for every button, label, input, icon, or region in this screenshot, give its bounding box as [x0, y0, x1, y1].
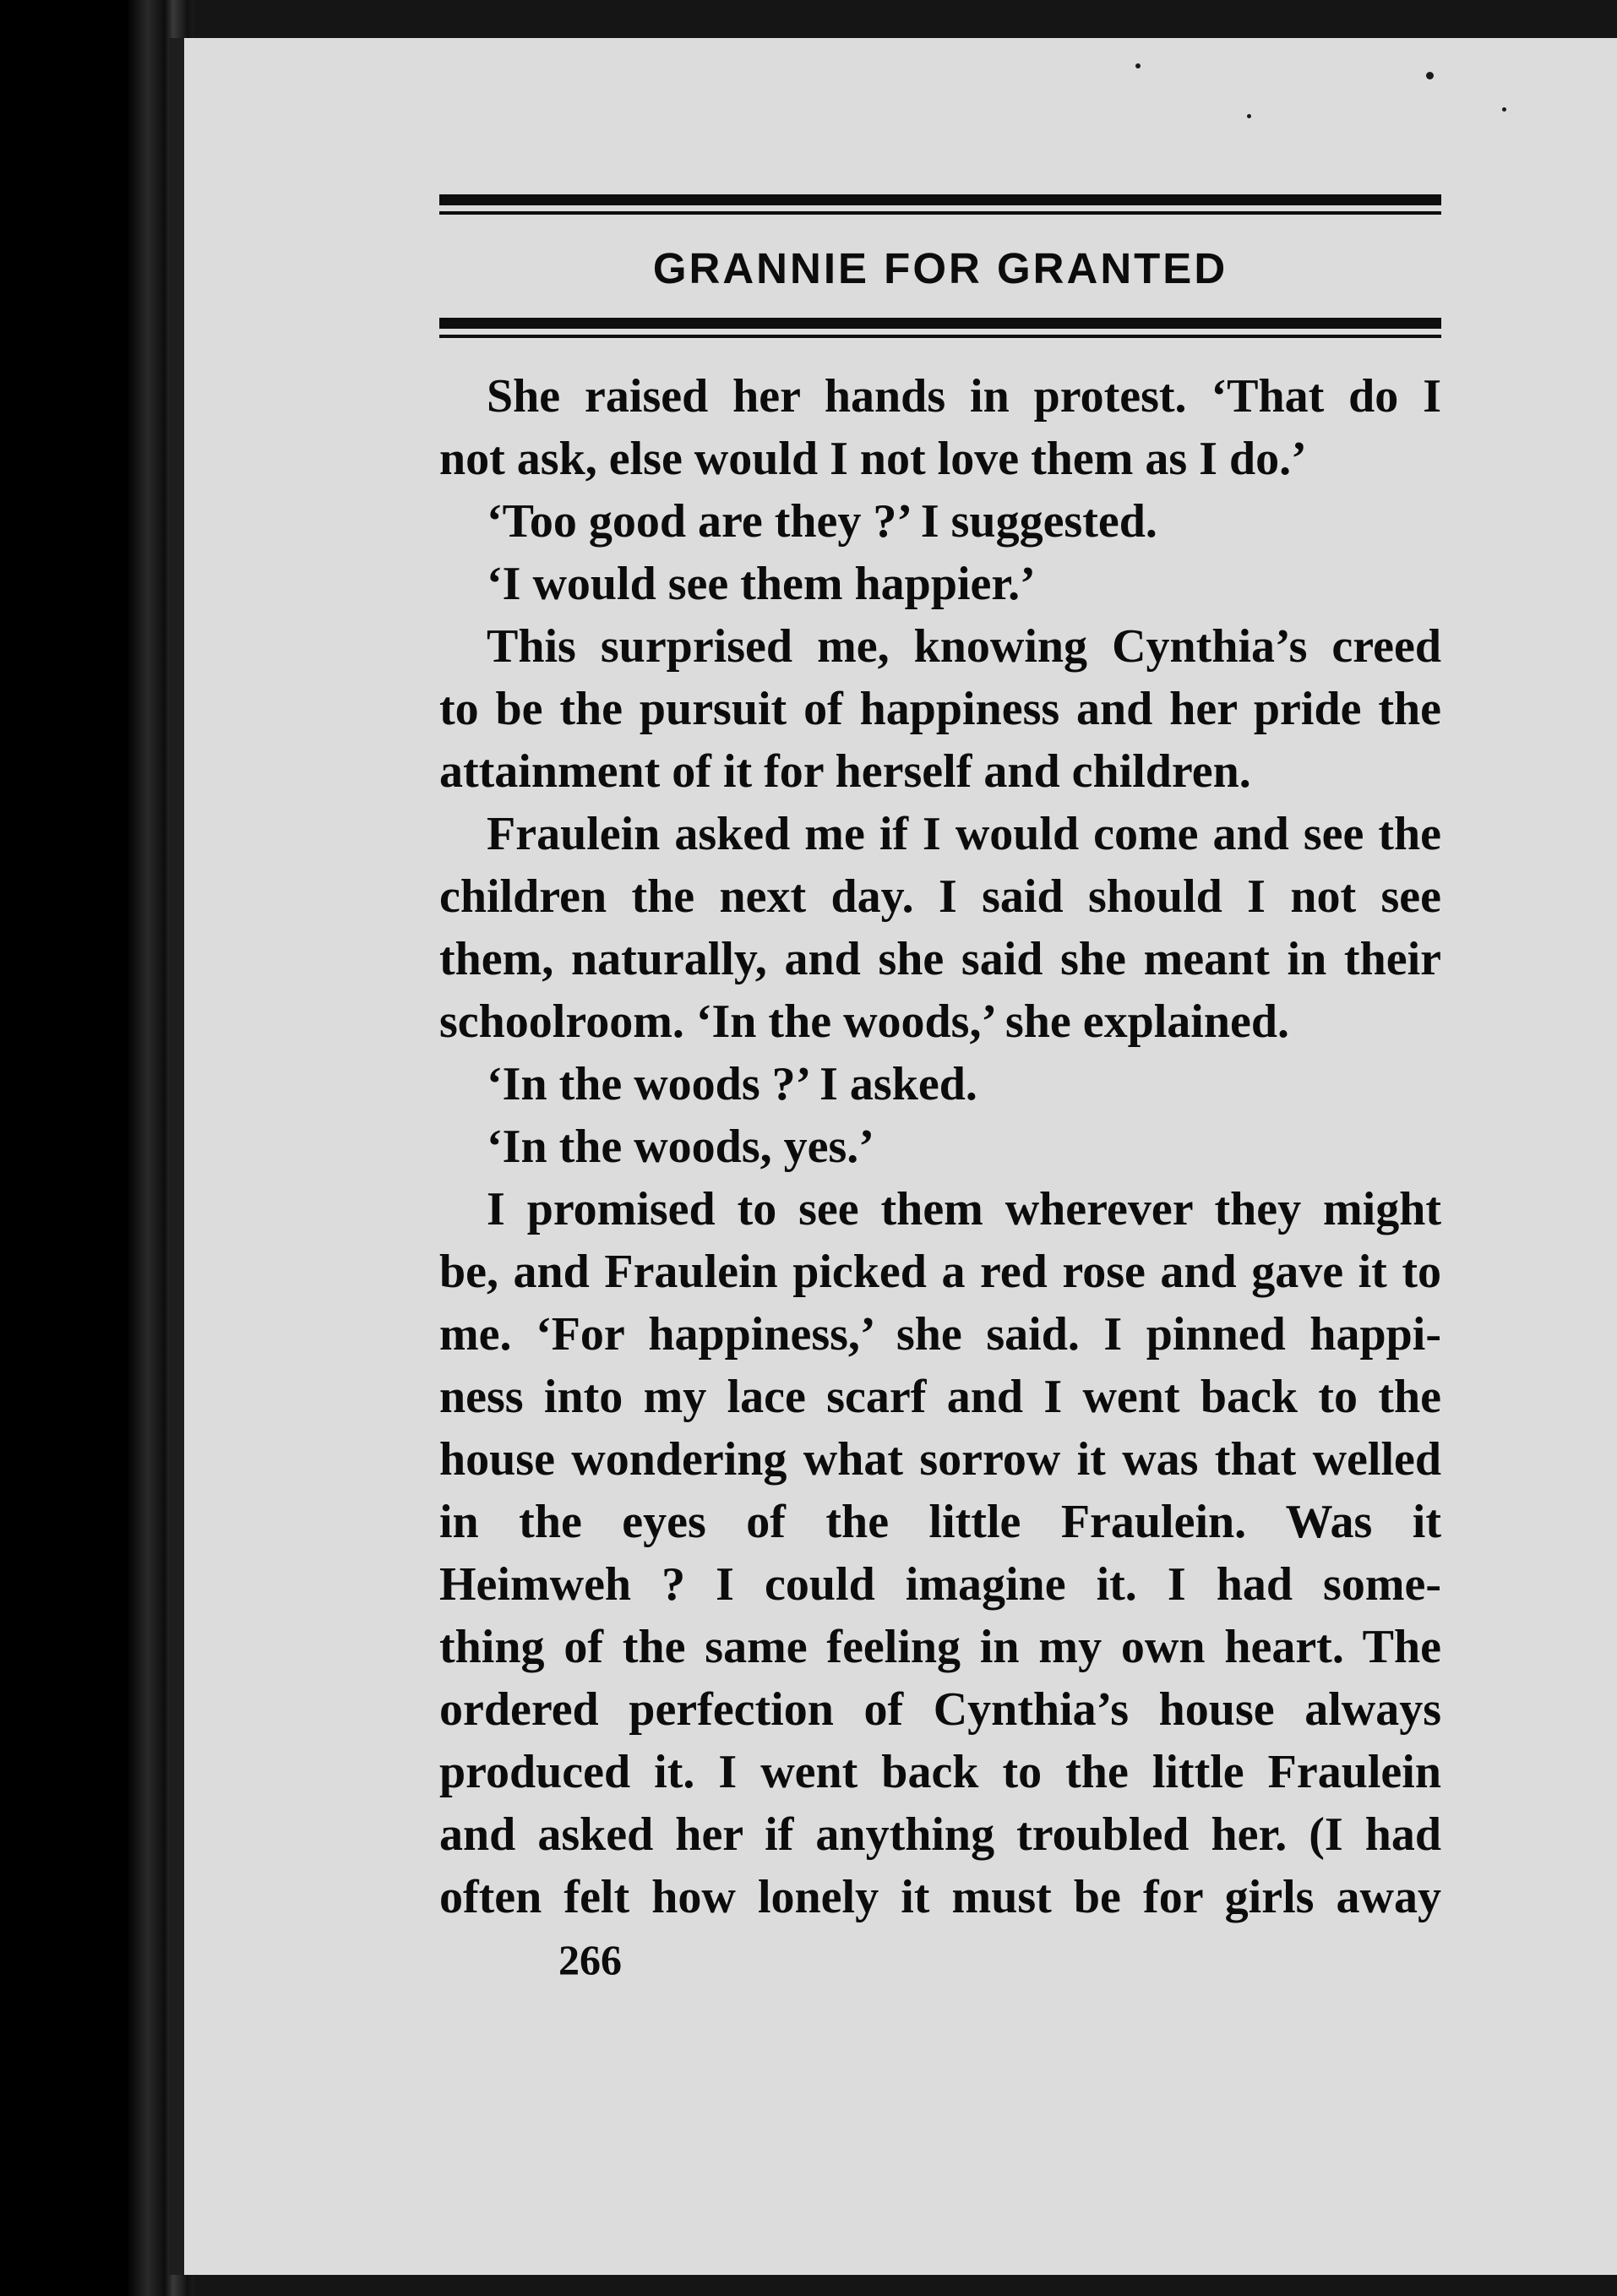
book-binding-edge: [0, 0, 194, 2296]
text-line: to be the pursuit of happiness and her pride the: [439, 683, 1441, 735]
text-line: ness into my lace scarf and I went back to the: [439, 1371, 1441, 1423]
print-speck: [1426, 72, 1434, 79]
text-line: in the eyes of the little Fraulein. Was it: [439, 1496, 1441, 1548]
text-line: often felt how lonely it must be for girls away: [439, 1871, 1441, 1923]
text-line: This surprised me, knowing Cynthia’s creed: [487, 620, 1441, 673]
running-head: GRANNIE FOR GRANTED: [652, 244, 1228, 292]
text-line: ‘I would see them happier.’: [487, 558, 1036, 610]
text-line: Heimweh ? I could imagine it. I had some-: [439, 1558, 1441, 1611]
text-line: ‘Too good are they ?’ I suggested.: [487, 495, 1157, 548]
print-speck: [1502, 107, 1506, 112]
text-line: I promised to see them wherever they might: [487, 1183, 1441, 1235]
print-speck: [1135, 63, 1141, 68]
text-line: attainment of it for herself and children.: [439, 745, 1251, 798]
text-line: be, and Fraulein picked a red rose and gave it to: [439, 1246, 1441, 1298]
text-line: them, naturally, and she said she meant in their: [439, 933, 1441, 985]
text-line: and asked her if anything troubled her. (I had: [439, 1808, 1441, 1861]
text-line: ‘In the woods, yes.’: [487, 1121, 874, 1173]
text-line: ordered perfection of Cynthia’s house always: [439, 1683, 1441, 1736]
text-line: She raised her hands in protest. ‘That do I: [487, 370, 1441, 423]
text-line: schoolroom. ‘In the woods,’ she explained.: [439, 995, 1290, 1048]
text-line: house wondering what sorrow it was that welled: [439, 1433, 1441, 1486]
page-number: 266: [558, 1936, 622, 1983]
text-line: not ask, else would I not love them as I do.’: [439, 433, 1307, 485]
text-line: thing of the same feeling in my own heart. The: [439, 1621, 1441, 1673]
text-line: Fraulein asked me if I would come and see the: [487, 808, 1441, 860]
header-bottom-rule: [439, 318, 1441, 338]
text-line: ‘In the woods ?’ I asked.: [487, 1058, 977, 1110]
body-text: [439, 365, 1441, 1928]
text-line: me. ‘For happiness,’ she said. I pinned happi-: [439, 1308, 1441, 1361]
header-top-rule: [439, 194, 1441, 215]
text-line: children the next day. I said should I not see: [439, 870, 1441, 923]
print-speck: [1247, 114, 1251, 118]
text-line: produced it. I went back to the little Fraulein: [439, 1746, 1441, 1798]
